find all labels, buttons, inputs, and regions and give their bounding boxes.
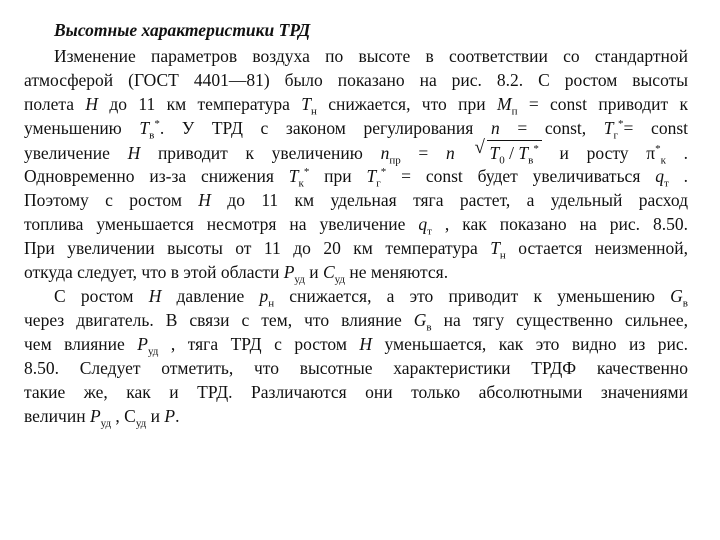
text-line-16: величин $P_{уд}$ , $С_{уд}$ и P. (24, 406, 180, 430)
document-page (24, 18, 688, 428)
text-line-10: откуда следует, что в этой области $P_{уд}$ и $C_{уд}$ не меняются. (24, 262, 449, 286)
text-line-7: Поэтому с ростом H до 11 км удельная тяга растет, а удельный расход (24, 190, 688, 210)
text-line-6: Одновременно из-за снижения $T_к^*$ при $T_г^*$ = const будет увеличиваться $q_т$ . (24, 166, 688, 190)
text-line-12: через двигатель. В связи с тем, что влияние $G_в$ на тягу существенно сильнее, (24, 310, 688, 334)
text-line-15: такие же, как и ТРД. Различаются они только абсолютными значениями (24, 382, 688, 402)
text-line-5: увеличение H приводит к увеличению $n_{пр} = n$ √ $T_0 / T_в^*$ и росту $\pi^*_к$ . (24, 137, 689, 167)
text-line-2: атмосферой (ГОСТ 4401—81) было показано на рис. 8.2. С ростом высоты (24, 70, 688, 90)
text-line-1: Изменение параметров воздуха по высоте в соответствии со стандартной (54, 46, 688, 66)
text-line-13: чем влияние $P_{уд}$ , тяга ТРД с ростом H уменьшается, как это видно из рис. (24, 334, 688, 358)
text-line-4: уменьшению $T_в^*$. У ТРД с законом регулирования n = const, $T_г^*=$ const (24, 118, 688, 142)
text-line-11: С ростом H давление $p_н$ снижается, а это приводит к уменьшению $G_в$ (54, 286, 688, 310)
section-title: Высотные характеристики ТРД (54, 20, 311, 40)
text-line-14: 8.50. Следует отметить, что высотные характеристики ТРДФ качественно (24, 358, 688, 378)
sqrt-expression: √ $T_0 / T_в^*$ (475, 140, 542, 165)
text-line-9: При увеличении высоты от 11 до 20 км температура $T_н$ остается неизменной, (24, 238, 688, 262)
text-line-3: полета H до 11 км температура $T_н$ снижается, что при $M_п$ = const приводит к (24, 94, 688, 118)
text-line-8: топлива уменьшается несмотря на увеличение $q_т$ , как показано на рис. 8.50. (24, 214, 689, 238)
